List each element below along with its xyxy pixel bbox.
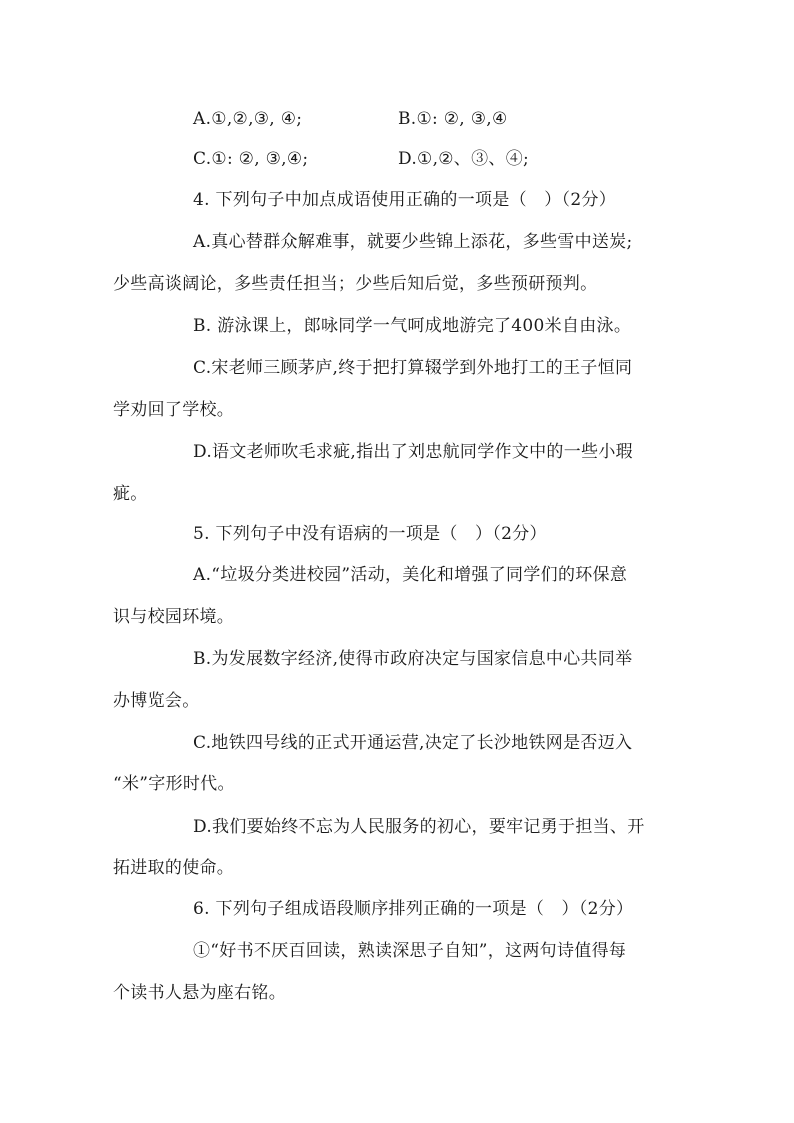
q5-option-a-line2: 识与校园环境。	[113, 607, 235, 627]
q5-option-d-line1: D.我们要始终不忘为人民服务的初心，要牢记勇于担当、开	[193, 817, 645, 837]
q4-option-a-line1: A.真心替群众解难事，就要少些锦上添花，多些雪中送炭;	[193, 232, 633, 252]
q6-sentence1-line2: 个读书人悬为座右铭。	[113, 983, 286, 1003]
q4-option-d-line2: 疵。	[113, 484, 148, 504]
q3-option-d: D.①,②、③、④;	[398, 149, 530, 169]
q3-option-a: A.①,②,③, ④;	[193, 109, 303, 129]
q4-option-c-line2: 学劝回了学校。	[113, 400, 235, 420]
q6-stem: 6. 下列句子组成语段顺序排列正确的一项是（ ）（2分）	[193, 899, 634, 919]
q3-option-c: C.①: ②, ③,④;	[193, 149, 309, 169]
q5-option-c-line2: “米”字形时代。	[113, 774, 235, 794]
q6-sentence1-line1: ①“好书不厌百回读，熟读深思子自知”，这两句诗值得每	[193, 941, 627, 961]
q4-option-a-line2: 少些高谈阔论，多些责任担当；少些后知后觉，多些预研预判。	[113, 274, 598, 294]
q5-option-b-line2: 办博览会。	[113, 691, 200, 711]
q4-stem: 4. 下列句子中加点成语使用正确的一项是（ ）（2分）	[193, 190, 617, 210]
q5-option-a-line1: A.“垃圾分类进校园”活动，美化和增强了同学们的环保意	[193, 565, 628, 585]
q4-option-c-line1: C.宋老师三顾茅庐,终于把打算辍学到外地打工的王子恒同	[193, 358, 633, 378]
q4-option-b: B. 游泳课上，郎咏同学一气呵成地游完了400米自由泳。	[193, 316, 632, 336]
q5-option-d-line2: 拓进取的使命。	[113, 858, 235, 878]
q5-stem: 5. 下列句子中没有语病的一项是（ ）（2分）	[193, 524, 547, 544]
q5-option-b-line1: B.为发展数字经济,使得市政府决定与国家信息中心共同举	[193, 649, 633, 669]
q4-option-d-line1: D.语文老师吹毛求疵,指出了刘忠航同学作文中的一些小瑕	[193, 442, 633, 462]
q5-option-c-line1: C.地铁四号线的正式开通运营,决定了长沙地铁网是否迈入	[193, 733, 633, 753]
q3-option-b: B.①: ②, ③,④	[398, 109, 508, 129]
